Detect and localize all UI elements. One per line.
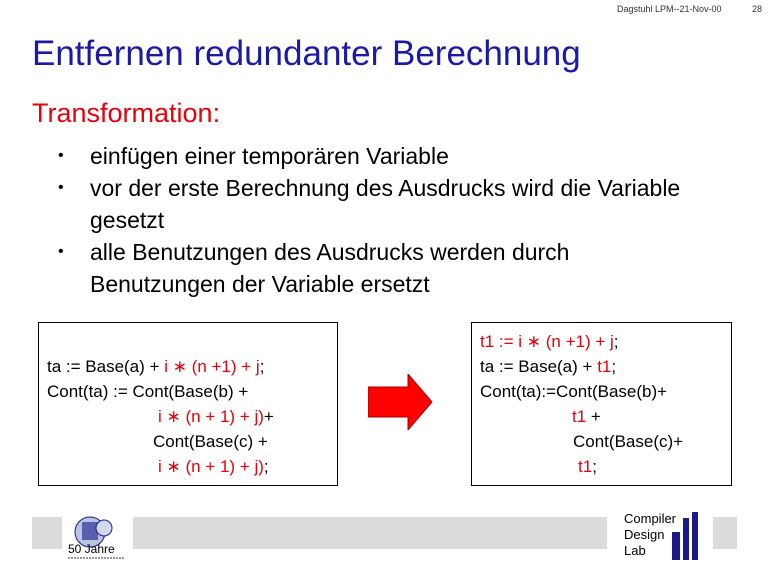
- footer-bar: [713, 517, 737, 549]
- footer-bar: [133, 517, 607, 549]
- bullet-item: [52, 172, 710, 236]
- bullet-text: alle Benutzungen des Ausdrucks werden durch Benutzungen der Variable ersetzt: [90, 239, 570, 297]
- code-text: +: [586, 407, 601, 426]
- bullet-icon: •: [58, 243, 64, 260]
- anniversary-logo: [64, 512, 134, 562]
- code-line: [47, 354, 264, 379]
- code-line: Cont(ta) := Cont(Base(b) +: [47, 382, 249, 401]
- footer-bar: [32, 517, 62, 549]
- code-text: ta := Base(a) +: [47, 357, 165, 376]
- logo-text: 50 Jahre: [68, 542, 115, 556]
- code-text: ;: [613, 332, 619, 351]
- code-text: ;: [592, 457, 597, 476]
- bullet-list: [52, 140, 710, 300]
- code-line: Cont(Base(c)+: [573, 432, 684, 451]
- page-number: 28: [752, 4, 763, 14]
- code-line: [480, 329, 619, 354]
- bullet-item: [52, 236, 710, 300]
- header-info: Dagstuhl LPM--21-Nov-00: [617, 4, 722, 14]
- code-text: +: [263, 407, 274, 426]
- code-line: Cont(Base(c) +: [153, 432, 268, 451]
- code-line: [578, 454, 597, 479]
- bullet-text: vor der erste Berechnung des Ausdrucks wird die Variable gesetzt: [90, 175, 681, 233]
- bullet-icon: •: [58, 179, 64, 196]
- original-code-box: [38, 322, 338, 486]
- code-text: ;: [611, 357, 617, 376]
- logo-line: Compiler: [624, 511, 677, 526]
- slide-subtitle: Transformation:: [32, 98, 221, 128]
- code-line: Cont(ta):=Cont(Base(b)+: [480, 382, 668, 401]
- code-text: ;: [263, 457, 269, 476]
- code-highlight: i ∗ (n +1) + j: [164, 357, 260, 376]
- code-line: [480, 354, 616, 379]
- transform-arrow-icon: [368, 374, 434, 430]
- bullet-text: einfügen einer temporären Variable: [90, 143, 449, 169]
- bullet-icon: •: [58, 147, 64, 164]
- code-line: [158, 404, 274, 429]
- transformed-code-box: [471, 322, 732, 486]
- code-highlight: i ∗ (n + 1) + j): [158, 407, 264, 426]
- code-text: ;: [259, 357, 265, 376]
- code-highlight: i ∗ (n + 1) + j): [158, 457, 264, 476]
- code-highlight: t1: [572, 407, 587, 426]
- slide-title: Entfernen redundanter Berechnung: [32, 34, 581, 73]
- bullet-item: [52, 140, 710, 172]
- code-highlight: t1 := i ∗ (n +1) + j: [480, 332, 614, 351]
- code-highlight: t1: [597, 357, 612, 376]
- logo-line: Lab: [624, 543, 646, 558]
- code-text: ta := Base(a) +: [480, 357, 598, 376]
- logo-label: [624, 511, 676, 559]
- code-line: [158, 454, 269, 479]
- code-highlight: t1: [578, 457, 593, 476]
- logo-line: Design: [624, 527, 665, 542]
- code-line: [572, 404, 601, 429]
